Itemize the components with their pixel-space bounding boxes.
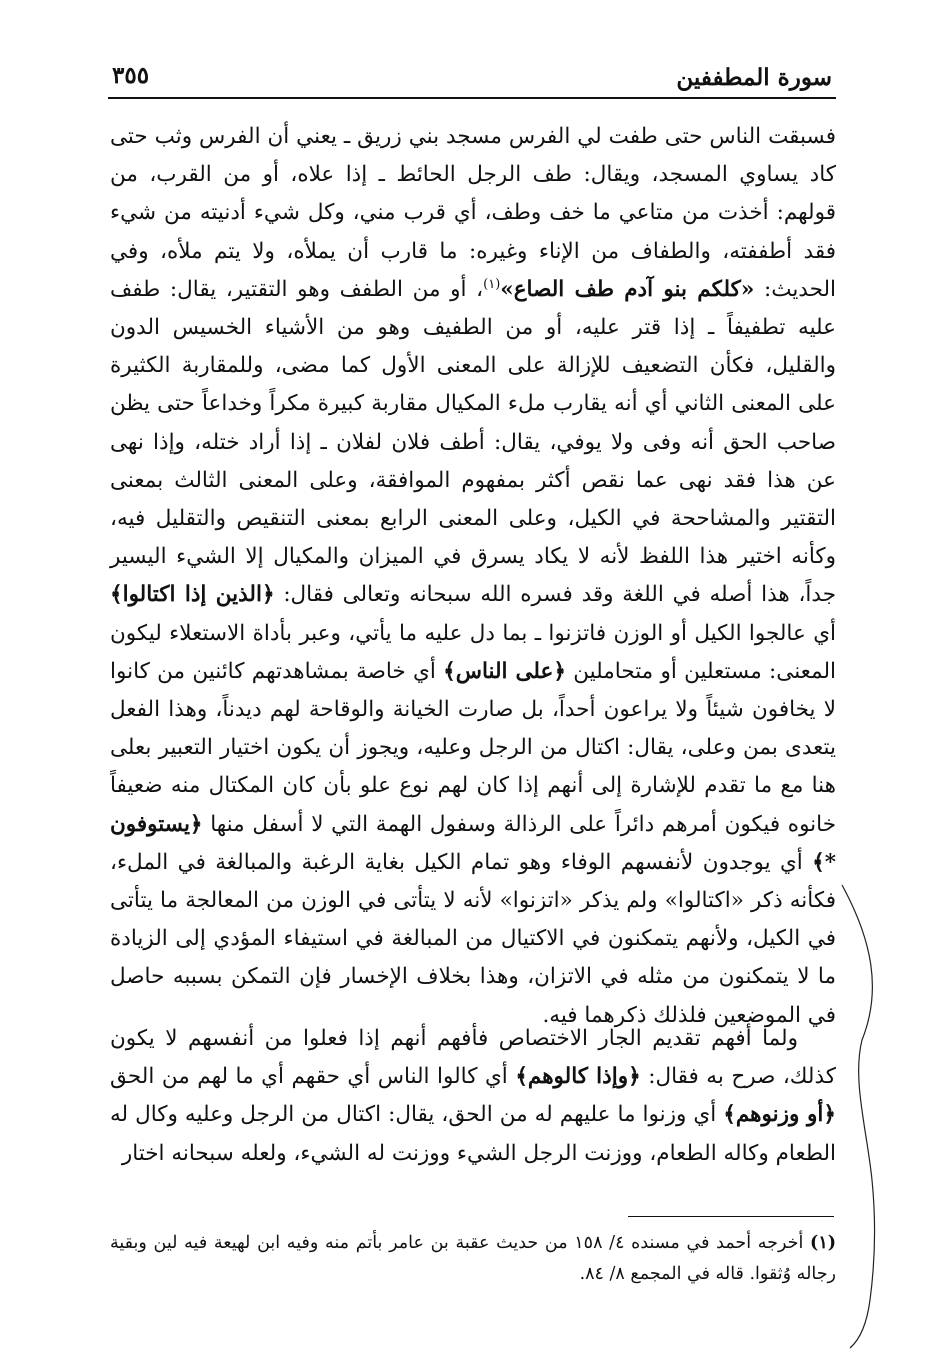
- margin-pen-stroke: [832, 880, 902, 1350]
- surah-title: سورة المطففين: [676, 64, 832, 91]
- footnote: [110, 1228, 836, 1290]
- text-span: ولما أفهم تقديم الجار الاختصاص فأفهم أنهم إذا فعلوا من أنفسهم لا يكون كذلك، صرح به فقال:: [110, 1026, 836, 1090]
- footnote-reference: (١): [483, 276, 501, 292]
- header-divider: [108, 97, 836, 99]
- hadith-quote: «كلكم بنو آدم طف الصاع»: [500, 276, 755, 302]
- quran-quote: ﴿على الناس﴾: [443, 658, 566, 684]
- paragraph-1: [110, 118, 837, 1028]
- text-span: أي خاصة بمشاهدتهم كائنين من كانوا لا يخافون شيئاً ولا يراعون أحداً، بل صارت الخيانة والوقاحة لهم ديدناً، وهذا الفعل يتعدى بمن وعلى، يقال: اكتال من الرجل وعليه، ويجوز أن يكون اختيار التعبير بعلى هنا مع ما تقدم للإشارة إلى أنهم إذا كان لهم نوع علو بأن كان المكتال منه ضعيفاً خانوه فيكون أمرهم دائراً على الرذالة وسفول الهمة التي لا أسفل منها: [110, 658, 836, 837]
- quran-quote: ﴿وإذا كالوهم﴾: [515, 1064, 641, 1090]
- body-text: [110, 118, 836, 1176]
- footnote-marker: (١): [810, 1233, 836, 1253]
- text-span: أي عالجوا الكيل أو الوزن فاتزنوا ـ بما دل عليه ما يأتي، وعبر بأداة الاستعلاء ليكون المعنى: مستعلين أو متحاملين: [110, 620, 837, 684]
- page-number: ٣٥٥: [112, 62, 150, 89]
- text-span: أي كالوا الناس أي حقهم أي ما لهم من الحق: [110, 1064, 516, 1090]
- text-span: فسبقت الناس حتى طفت لي الفرس مسجد بني زريق ـ يعني أن الفرس وثب حتى كاد يساوي المسجد، ويقال: طف الرجل الحائط ـ إذا علاه، أو من القرب، من قولهم: أخذت من متاعي ما خف وطف، أي قرب مني، وكل شيء أدنيته من شيء فقد أطففته، والطفاف من الإناء وغيره: ما قارب أن يملأه، ولا يتم ملأه، وفي الحديث:: [110, 124, 836, 302]
- quran-quote: ﴿أو وزنوهم﴾: [723, 1102, 836, 1128]
- text-span: أي يوجدون لأنفسهم الوفاء وهو تمام الكيل بغاية الرغبة والمبالغة في الملء، فكأنه ذكر «اكتالوا» ولم يذكر «اتزنوا» لأنه لا يتأتى في الوزن من المعالجة ما يتأتى في الكيل، ولأنهم يتمكنون في الاكتيال من المبالغة في استيفاء المؤدي إلى الزيادة ما لا يتمكنون من مثله في الاتزان، وهذا بخلاف الإخسار فإن التمكن بسببه حاصل في الموضعين فلذلك ذكرهما فيه.: [110, 849, 836, 1028]
- footnote-divider: [628, 1216, 834, 1217]
- quran-quote: ﴿الذين إذا اكتالوا﴾: [110, 582, 275, 608]
- page-header: [112, 60, 832, 96]
- text-span: أي وزنوا ما عليهم له من الحق، يقال: اكتال من الرجل وعليه وكال له الطعام وكاله الطعام، ووزنت الرجل الشيء ووزنت له الشيء، ولعله سبحانه اختار: [110, 1102, 836, 1166]
- quran-quote: ﴿يستوفون *﴾: [110, 811, 836, 875]
- paragraph-2: [110, 1020, 836, 1176]
- text-span: ، أو من الطفف وهو التقتير، يقال: طفف عليه تطفيفاً ـ إذا قتر عليه، أو من الطفيف وهو من الأشياء الخسيس الدون والقليل، فكأن التضعيف للإزالة على المعنى الأول كما مضى، وللمقاربة الكثيرة على المعنى الثاني أي أنه يقارب ملء المكيال مقاربة كبيرة مكراً وخداعاً حتى يظن صاحب الحق أنه وفى ولا يوفي، يقال: أطف فلان لفلان ـ إذا أراد ختله، وإذا نهى عن هذا فقد نهى عما نقص أكثر بمفهوم الموافقة، وعلى المعنى الثالث بمعنى التقتير والمشاححة في الكيل، وعلى المعنى الرابع بمعنى التنقيص والتقليل فيه، وكأنه اختير هذا اللفظ لأنه لا يكاد يسرق في الميزان والمكيال إلا الشيء اليسير جداً، هذا أصله في اللغة وقد فسره الله سبحانه وتعالى فقال:: [110, 276, 836, 608]
- footnote-text: أخرجه أحمد في مسنده ٤/ ١٥٨ من حديث عقبة بن عامر بأتم منه وفيه ابن لهيعة فيه لين وبقية رجاله وُثقوا. قاله في المجمع ٨/ ٨٤.: [110, 1233, 836, 1284]
